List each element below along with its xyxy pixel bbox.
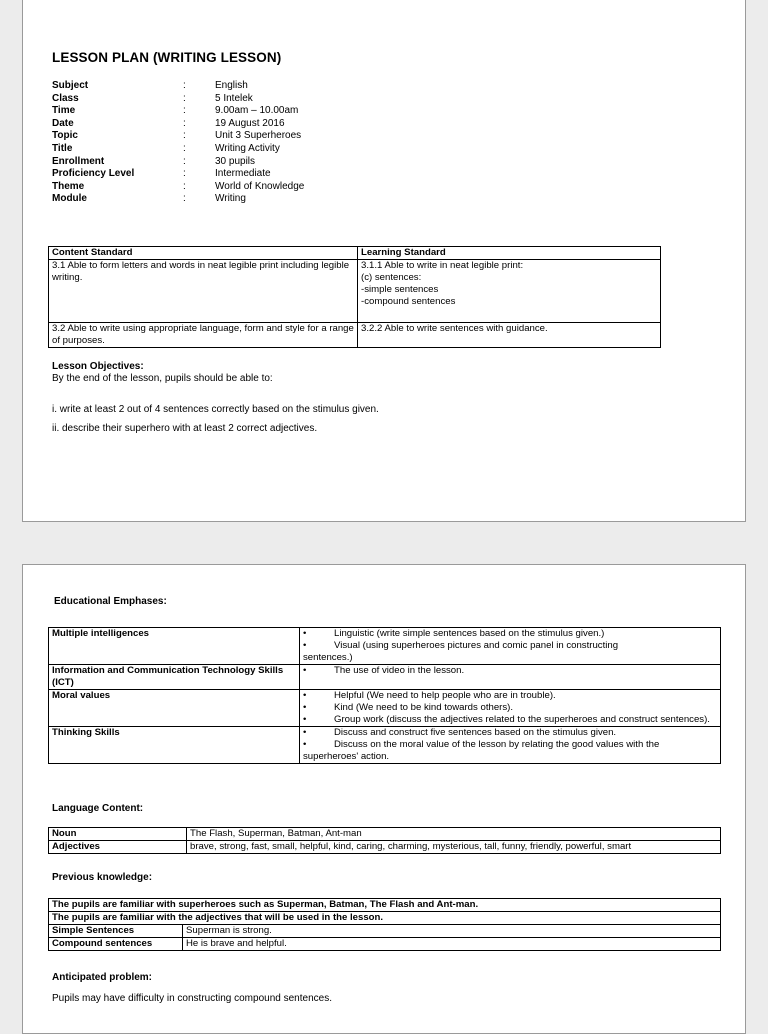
info-row — [52, 143, 304, 156]
learning-standard-1-line: 3.1.1 Able to write in neat legible print: — [361, 260, 524, 271]
thinking-item-wrap: superheroes' action. — [303, 751, 390, 762]
bullet-icon: • — [303, 727, 307, 738]
noun-label: Noun — [49, 828, 187, 841]
thinking-label: Thinking Skills — [49, 727, 300, 764]
info-value: 5 Intelek — [215, 92, 253, 104]
objectives-intro: By the end of the lesson, pupils should be able to: — [52, 373, 273, 384]
bullet-icon: • — [303, 702, 307, 713]
bullet-icon: • — [303, 628, 307, 639]
bullet-icon: • — [303, 739, 307, 750]
moral-item — [303, 702, 717, 714]
previous-table — [48, 898, 721, 951]
learning-standard-1-line: -compound sentences — [361, 296, 456, 307]
standards-table — [48, 246, 661, 348]
info-colon: : — [183, 142, 186, 154]
previous-line-1: The pupils are familiar with superheroes such as Superman, Batman, The Flash and Ant-man. — [49, 899, 721, 912]
info-value: 9.00am – 10.00am — [215, 105, 299, 117]
learning-standard-1-line: -simple sentences — [361, 284, 439, 295]
page-1 — [22, 0, 746, 522]
moral-item-text: Kind (We need to be kind towards others). — [334, 702, 514, 713]
compound-sentences-label: Compound sentences — [49, 938, 183, 951]
mi-item — [303, 640, 717, 652]
learning-standard-header: Learning Standard — [358, 247, 661, 260]
noun-value: The Flash, Superman, Batman, Ant-man — [187, 828, 721, 841]
emphases-heading: Educational Emphases: — [54, 596, 167, 607]
learning-standard-2: 3.2.2 Able to write sentences with guidance. — [358, 323, 661, 348]
objective-1: i. write at least 2 out of 4 sentences correctly based on the stimulus given. — [52, 404, 379, 415]
info-label: Time — [52, 105, 76, 117]
info-label: Proficiency Level — [52, 168, 135, 180]
compound-sentences-value: He is brave and helpful. — [183, 938, 721, 951]
info-row — [52, 130, 304, 143]
info-label: Subject — [52, 80, 89, 91]
info-row — [52, 193, 304, 206]
thinking-item-text: Discuss and construct five sentences based on the stimulus given. — [334, 727, 617, 738]
info-value: 19 August 2016 — [215, 117, 285, 129]
ict-label: Information and Communication Technology Skills (ICT) — [49, 665, 300, 690]
thinking-item — [303, 727, 717, 739]
anticipated-text: Pupils may have difficulty in constructing compound sentences. — [52, 993, 332, 1004]
learning-standard-1 — [358, 260, 661, 323]
content-standard-2: 3.2 Able to write using appropriate language, form and style for a range of purposes. — [49, 323, 358, 348]
info-label: Title — [52, 142, 73, 154]
language-heading: Language Content: — [52, 803, 144, 814]
info-colon: : — [183, 80, 186, 91]
previous-heading: Previous knowledge: — [52, 872, 153, 883]
info-colon: : — [183, 117, 186, 129]
bullet-icon: • — [303, 665, 307, 676]
info-value: English — [215, 80, 248, 91]
mi-item-text: Linguistic (write simple sentences based on the stimulus given.) — [334, 628, 605, 639]
bullet-icon: • — [303, 640, 307, 651]
ict-item — [303, 665, 717, 677]
language-table — [48, 827, 721, 854]
learning-standard-1-line: (c) sentences: — [361, 272, 422, 283]
info-label: Theme — [52, 180, 85, 192]
info-row — [52, 118, 304, 131]
thinking-item-text: Discuss on the moral value of the lesson by relating the good values with the — [334, 739, 660, 750]
info-label: Enrollment — [52, 155, 105, 167]
info-row — [52, 168, 304, 181]
previous-line-2: The pupils are familiar with the adjectives that will be used in the lesson. — [49, 912, 721, 925]
content-standard-header: Content Standard — [49, 247, 358, 260]
info-colon: : — [183, 180, 186, 192]
mi-item-text: Visual (using superheroes pictures and comic panel in constructing — [334, 640, 619, 651]
moral-item — [303, 690, 717, 702]
info-label: Module — [52, 193, 87, 205]
anticipated-heading: Anticipated problem: — [52, 972, 153, 983]
info-value: 30 pupils — [215, 155, 256, 167]
info-label: Class — [52, 92, 79, 104]
simple-sentences-label: Simple Sentences — [49, 925, 183, 938]
bullet-icon: • — [303, 714, 307, 725]
moral-item-text: Helpful (We need to help people who are in trouble). — [334, 690, 556, 701]
ict-values — [300, 665, 721, 690]
emphases-table — [48, 627, 721, 764]
bullet-icon: • — [303, 690, 307, 701]
lesson-plan-title: LESSON PLAN (WRITING LESSON) — [52, 50, 282, 65]
mi-item — [303, 628, 717, 640]
info-colon: : — [183, 92, 186, 104]
info-row — [52, 156, 304, 169]
info-colon: : — [183, 155, 186, 167]
info-label: Date — [52, 117, 74, 129]
info-row — [52, 80, 304, 93]
simple-sentences-value: Superman is strong. — [183, 925, 721, 938]
info-label: Topic — [52, 130, 78, 142]
info-value: Unit 3 Superheroes — [215, 130, 302, 142]
info-value: Writing Activity — [215, 142, 280, 154]
ict-item-text: The use of video in the lesson. — [334, 665, 465, 676]
moral-item — [303, 714, 717, 726]
moral-label: Moral values — [49, 690, 300, 727]
info-row — [52, 181, 304, 194]
thinking-values — [300, 727, 721, 764]
info-row — [52, 105, 304, 118]
info-colon: : — [183, 130, 186, 142]
info-colon: : — [183, 193, 186, 205]
mi-values — [300, 628, 721, 665]
objective-2: ii. describe their superhero with at least 2 correct adjectives. — [52, 423, 318, 434]
info-colon: : — [183, 168, 186, 180]
mi-label: Multiple intelligences — [49, 628, 300, 665]
info-row — [52, 93, 304, 106]
page-2 — [22, 564, 746, 1034]
lesson-info — [52, 80, 304, 206]
mi-item-wrap: sentences.) — [303, 652, 353, 663]
adjectives-value: brave, strong, fast, small, helpful, kind, caring, charming, mysterious, tall, funny, friendly, powerful, smart — [187, 841, 721, 854]
moral-values — [300, 690, 721, 727]
objectives-heading: Lesson Objectives: — [52, 361, 144, 372]
moral-item-text: Group work (discuss the adjectives related to the superheroes and construct sentences). — [334, 714, 710, 725]
info-value: World of Knowledge — [215, 180, 305, 192]
adjectives-label: Adjectives — [49, 841, 187, 854]
info-colon: : — [183, 105, 186, 117]
info-value: Intermediate — [215, 168, 271, 180]
content-standard-1: 3.1 Able to form letters and words in neat legible print including legible writing. — [49, 260, 358, 323]
thinking-item — [303, 739, 717, 751]
info-value: Writing — [215, 193, 246, 205]
